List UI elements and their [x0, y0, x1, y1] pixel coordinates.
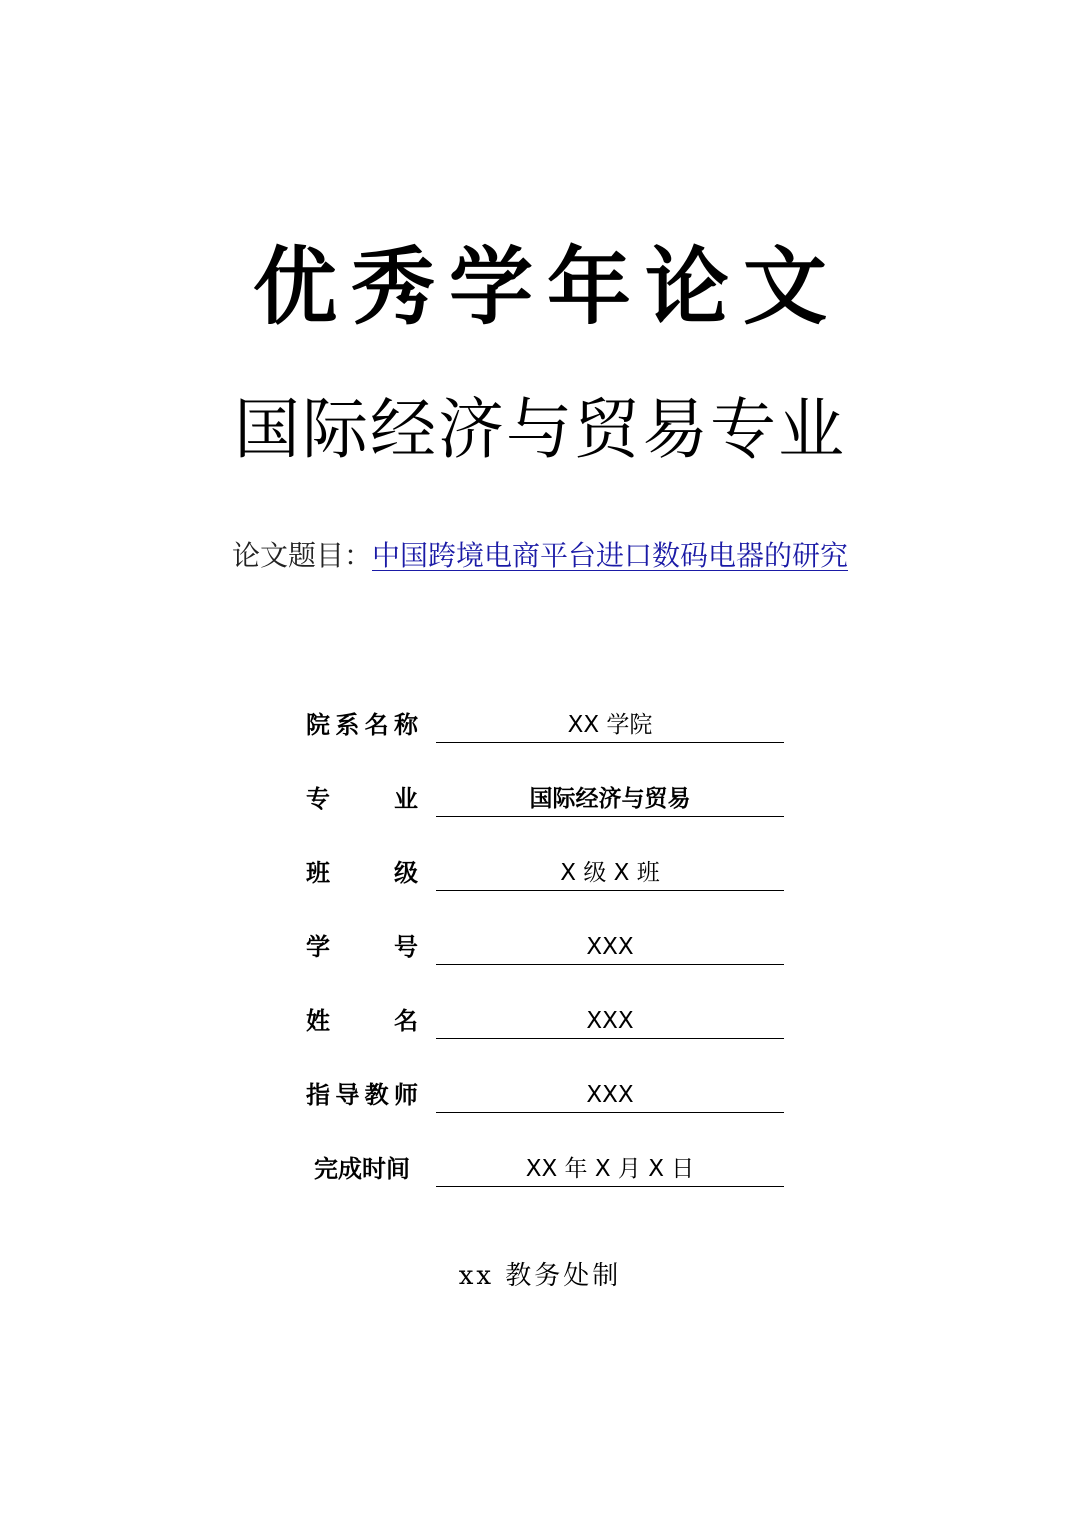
label-char: 师: [393, 1081, 418, 1109]
label-char: 称: [393, 711, 418, 739]
label-char: 级: [394, 859, 418, 887]
department-label: [306, 708, 418, 742]
label-char: 号: [394, 933, 418, 961]
major-title: 国际经济与贸易专业: [234, 391, 846, 468]
label-char: 院: [306, 711, 330, 739]
label-char: 专: [306, 785, 330, 813]
label-char: 教: [364, 1081, 389, 1109]
info-row-department: [306, 700, 786, 774]
label-char: 班: [306, 859, 330, 887]
advisor-value: XXX: [436, 1078, 784, 1113]
name-label: [306, 1004, 418, 1038]
label-char: 指: [306, 1081, 330, 1109]
completion-label: 完成时间: [314, 1155, 410, 1183]
major-label: [306, 782, 418, 816]
class-value: X 级 X 班: [436, 856, 784, 891]
info-row-completion: [306, 1144, 786, 1218]
footer-issuer: xx 教务处制: [458, 1261, 622, 1291]
info-row-major: [306, 774, 786, 848]
info-row-student-id: [306, 922, 786, 996]
name-value: XXX: [436, 1004, 784, 1039]
info-row-advisor: [306, 1070, 786, 1144]
label-char: 导: [335, 1081, 360, 1109]
student-id-label: [306, 930, 418, 964]
thesis-topic-line: [0, 536, 1080, 576]
major-value: 国际经济与贸易: [436, 782, 784, 817]
student-id-value: XXX: [436, 930, 784, 965]
info-row-name: [306, 996, 786, 1070]
thesis-topic-value: 中国跨境电商平台进口数码电器的研究: [372, 539, 849, 572]
info-row-class: [306, 848, 786, 922]
label-char: 名: [394, 1007, 418, 1035]
label-char: 姓: [306, 1007, 330, 1035]
class-label: [306, 856, 418, 890]
info-table: [306, 700, 786, 1218]
label-char: 系: [335, 711, 360, 739]
label-char: 业: [394, 785, 418, 813]
advisor-label: [306, 1078, 418, 1112]
department-value: XX 学院: [436, 708, 784, 743]
thesis-topic-label: 论文题目：: [231, 539, 372, 572]
main-title: 优秀学年论文: [252, 237, 841, 336]
label-char: 名: [364, 711, 389, 739]
completion-value: XX 年 X 月 X 日: [436, 1152, 784, 1187]
label-char: 学: [306, 933, 330, 961]
